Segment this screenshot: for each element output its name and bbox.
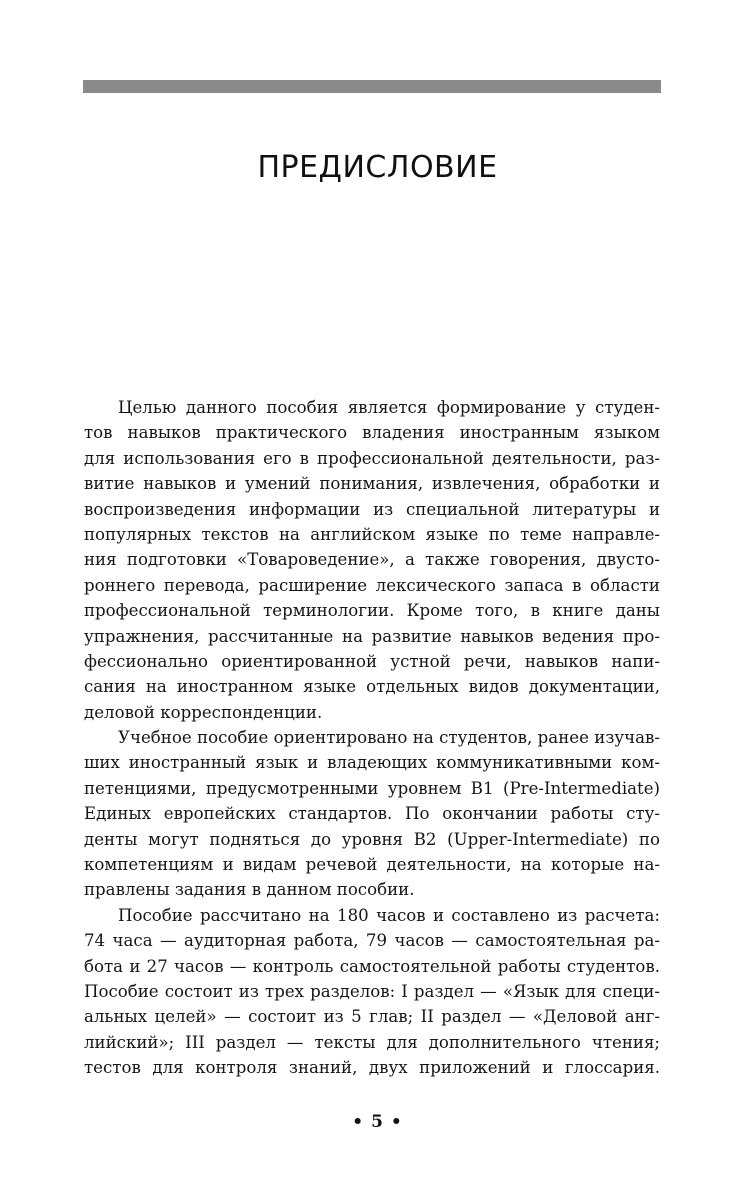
text-line: 74 часа — аудиторная работа, 79 часов — самостоятельная ра- [84, 931, 660, 951]
header-rule [83, 80, 661, 93]
text-line: правлены задания в данном пособии. [84, 880, 415, 900]
paragraph-3 [84, 903, 660, 1081]
text-line: профессиональной терминологии. Кроме того, в книге даны [84, 601, 660, 621]
text-line: бота и 27 часов — контроль самостоятельной работы студентов. [84, 956, 660, 976]
text-line: Целью данного пособия является формирование у студен- [118, 398, 660, 417]
page-number: • 5 • [352, 1112, 403, 1132]
text-line: для использования его в профессиональной деятельности, раз- [84, 448, 660, 468]
text-line: Пособие рассчитано на 180 часов и составлено из расчета: [118, 905, 660, 925]
text-line: лийский»; III раздел — тексты для дополнительного чтения; [84, 1032, 660, 1052]
text-line: роннего перевода, расширение лексического запаса в области [84, 575, 660, 595]
text-line: воспроизведения информации из специальной литературы и [84, 499, 660, 519]
text-line: упражнения, рассчитанные на развитие навыков ведения про- [84, 626, 660, 646]
text-line: тов навыков практического владения иностранным языком [84, 423, 660, 443]
body-text [84, 395, 660, 1081]
page-title: ПРЕДИСЛОВИЕ [257, 150, 498, 185]
text-line: ния подготовки «Товароведение», а также говорения, двусто- [84, 550, 660, 570]
text-line: компетенциям и видам речевой деятельности, на которые на- [84, 855, 660, 875]
text-line: денты могут подняться до уровня B2 (Upper-Intermediate) по [84, 829, 660, 849]
text-line: популярных текстов на английском языке по теме направле- [84, 524, 660, 544]
text-line: тестов для контроля знаний, двух приложений и глоссария. [84, 1058, 660, 1078]
text-line: Пособие состоит из трех разделов: I раздел — «Язык для специ- [84, 981, 660, 1001]
text-line: альных целей» — состоит из 5 глав; II раздел — «Деловой анг- [84, 1007, 660, 1027]
text-line: витие навыков и умений понимания, извлечения, обработки и [84, 474, 660, 494]
text-line: петенциями, предусмотренными уровнем B1 (Pre-Intermediate) [84, 778, 660, 798]
text-line: сания на иностранном языке отдельных видов документации, [84, 677, 660, 697]
paragraph-1 [84, 395, 660, 725]
text-line: деловой корреспонденции. [84, 702, 323, 722]
text-line: фессионально ориентированной устной речи, навыков напи- [84, 651, 660, 671]
paragraph-2 [84, 725, 660, 903]
text-line: ших иностранный язык и владеющих коммуникативными ком- [84, 753, 660, 773]
text-line: Единых европейских стандартов. По окончании работы сту- [84, 804, 660, 824]
text-line: Учебное пособие ориентировано на студентов, ранее изучав- [118, 728, 660, 748]
